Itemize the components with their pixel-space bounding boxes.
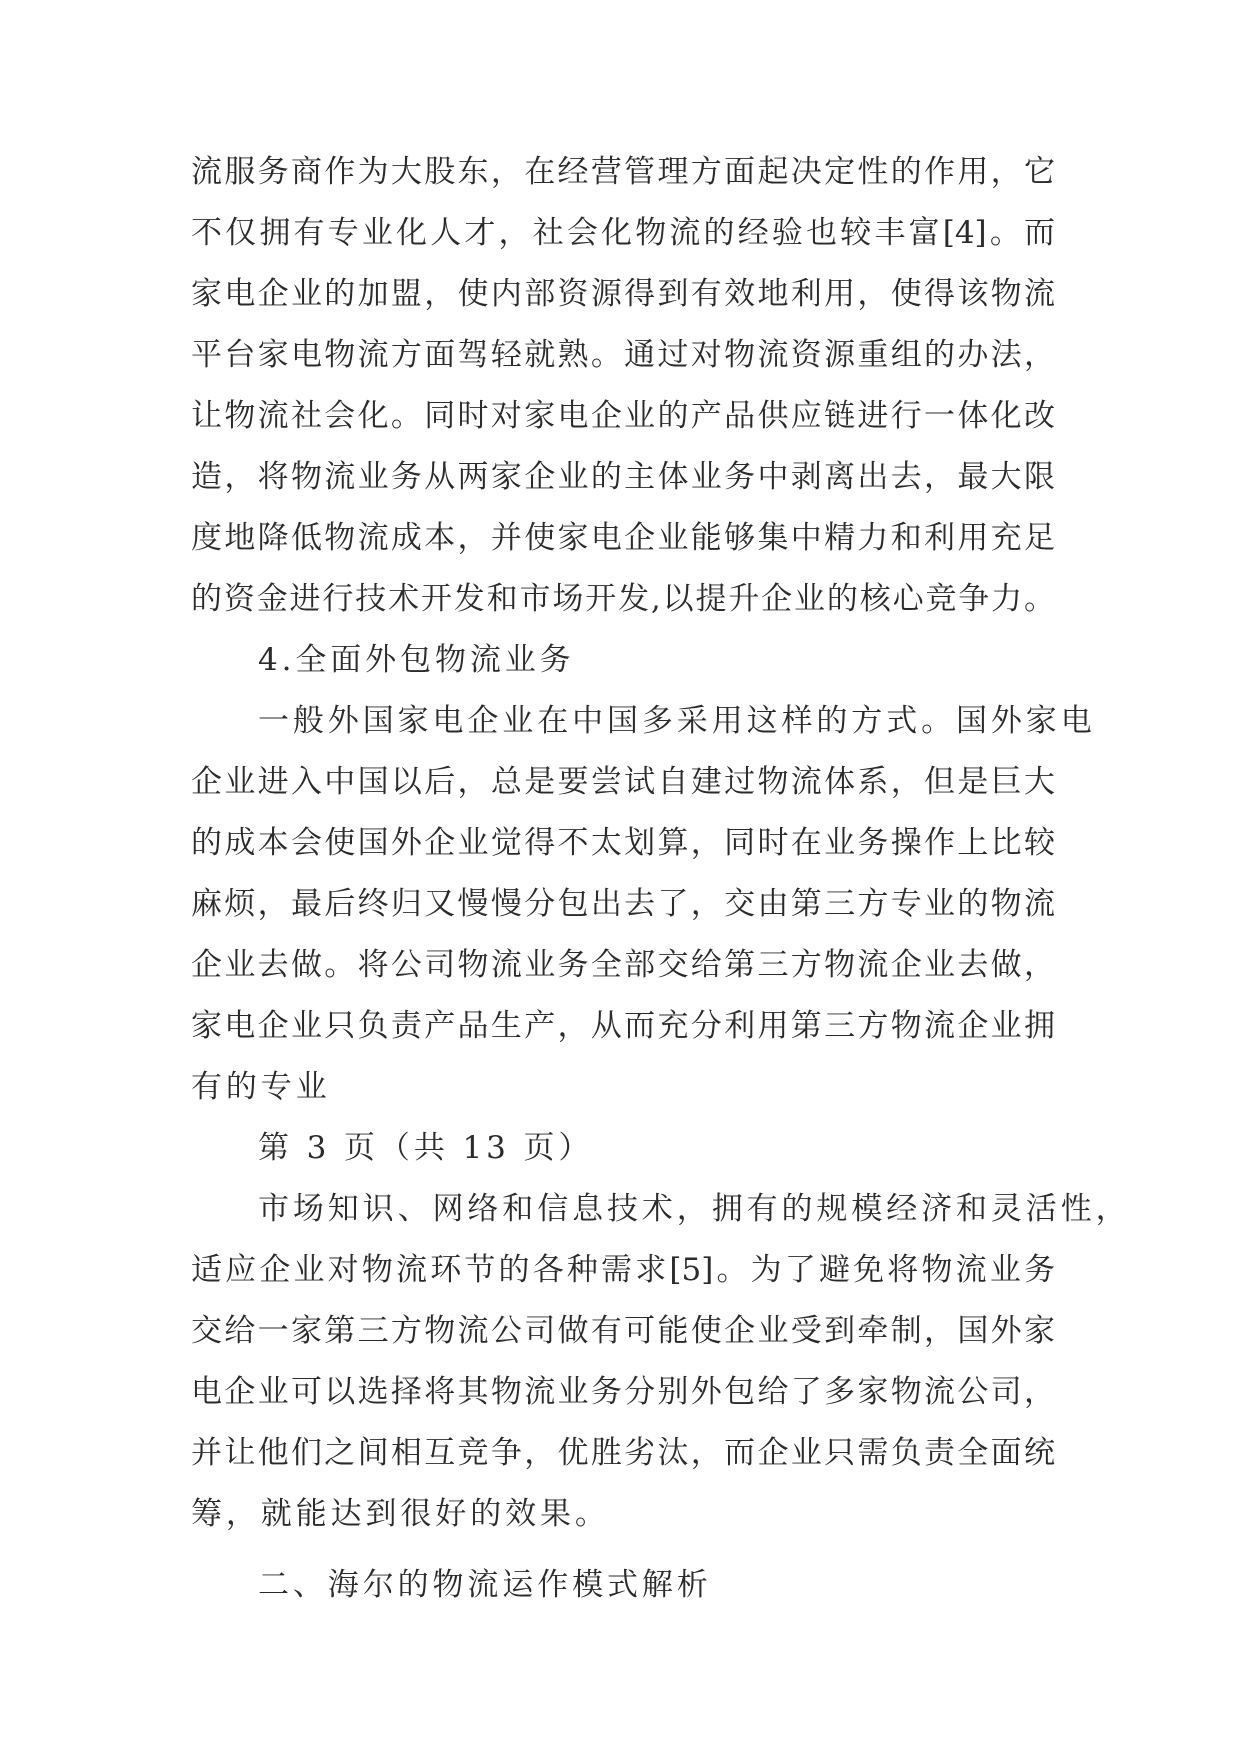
text-line: 企业进入中国以后，总是要尝试自建过物流体系，但是巨大 (191, 764, 1055, 800)
text-line: 造，将物流业务从两家企业的主体业务中剥离出去，最大限 (191, 459, 1055, 495)
text-line: 筹，就能达到很好的效果。 (191, 1496, 610, 1532)
text-line: 适应企业对物流环节的各种需求[5]。为了避免将物流业务 (191, 1252, 1055, 1288)
text-line: 流服务商作为大股东，在经营管理方面起决定性的作用，它 (191, 154, 1055, 190)
text-line: 企业去做。将公司物流业务全部交给第三方物流企业去做， (191, 947, 1055, 983)
section-heading: 4.全面外包物流业务 (258, 642, 575, 678)
text-line: 平台家电物流方面驾轻就熟。通过对物流资源重组的办法， (191, 337, 1055, 373)
page-marker: 第 3 页（共 13 页） (258, 1130, 594, 1166)
text-line: 市场知识、网络和信息技术，拥有的规模经济和灵活性， (258, 1191, 1131, 1227)
text-line: 有的专业 (191, 1069, 331, 1105)
text-line: 一般外国家电企业在中国多采用这样的方式。国外家电 (258, 703, 1096, 739)
text-line: 交给一家第三方物流公司做有可能使企业受到牵制，国外家 (191, 1313, 1055, 1349)
text-line: 家电企业的加盟，使内部资源得到有效地利用，使得该物流 (191, 276, 1055, 312)
text-line: 电企业可以选择将其物流业务分别外包给了多家物流公司， (191, 1374, 1055, 1410)
text-line: 家电企业只负责产品生产，从而充分利用第三方物流企业拥 (191, 1008, 1055, 1044)
section-heading: 二、海尔的物流运作模式解析 (258, 1567, 712, 1603)
text-line: 让物流社会化。同时对家电企业的产品供应链进行一体化改 (191, 398, 1055, 434)
text-line: 度地降低物流成本，并使家电企业能够集中精力和利用充足 (191, 520, 1055, 556)
text-line: 并让他们之间相互竞争，优胜劣汰，而企业只需负责全面统 (191, 1435, 1055, 1471)
text-line: 的成本会使国外企业觉得不太划算，同时在业务操作上比较 (191, 825, 1055, 861)
text-line: 麻烦，最后终归又慢慢分包出去了，交由第三方专业的物流 (191, 886, 1055, 922)
document-body (191, 154, 1131, 1631)
text-line: 不仅拥有专业化人才，社会化物流的经验也较丰富[4]。而 (191, 215, 1055, 251)
text-line: 的资金进行技术开发和市场开发,以提升企业的核心竞争力。 (191, 581, 1055, 617)
